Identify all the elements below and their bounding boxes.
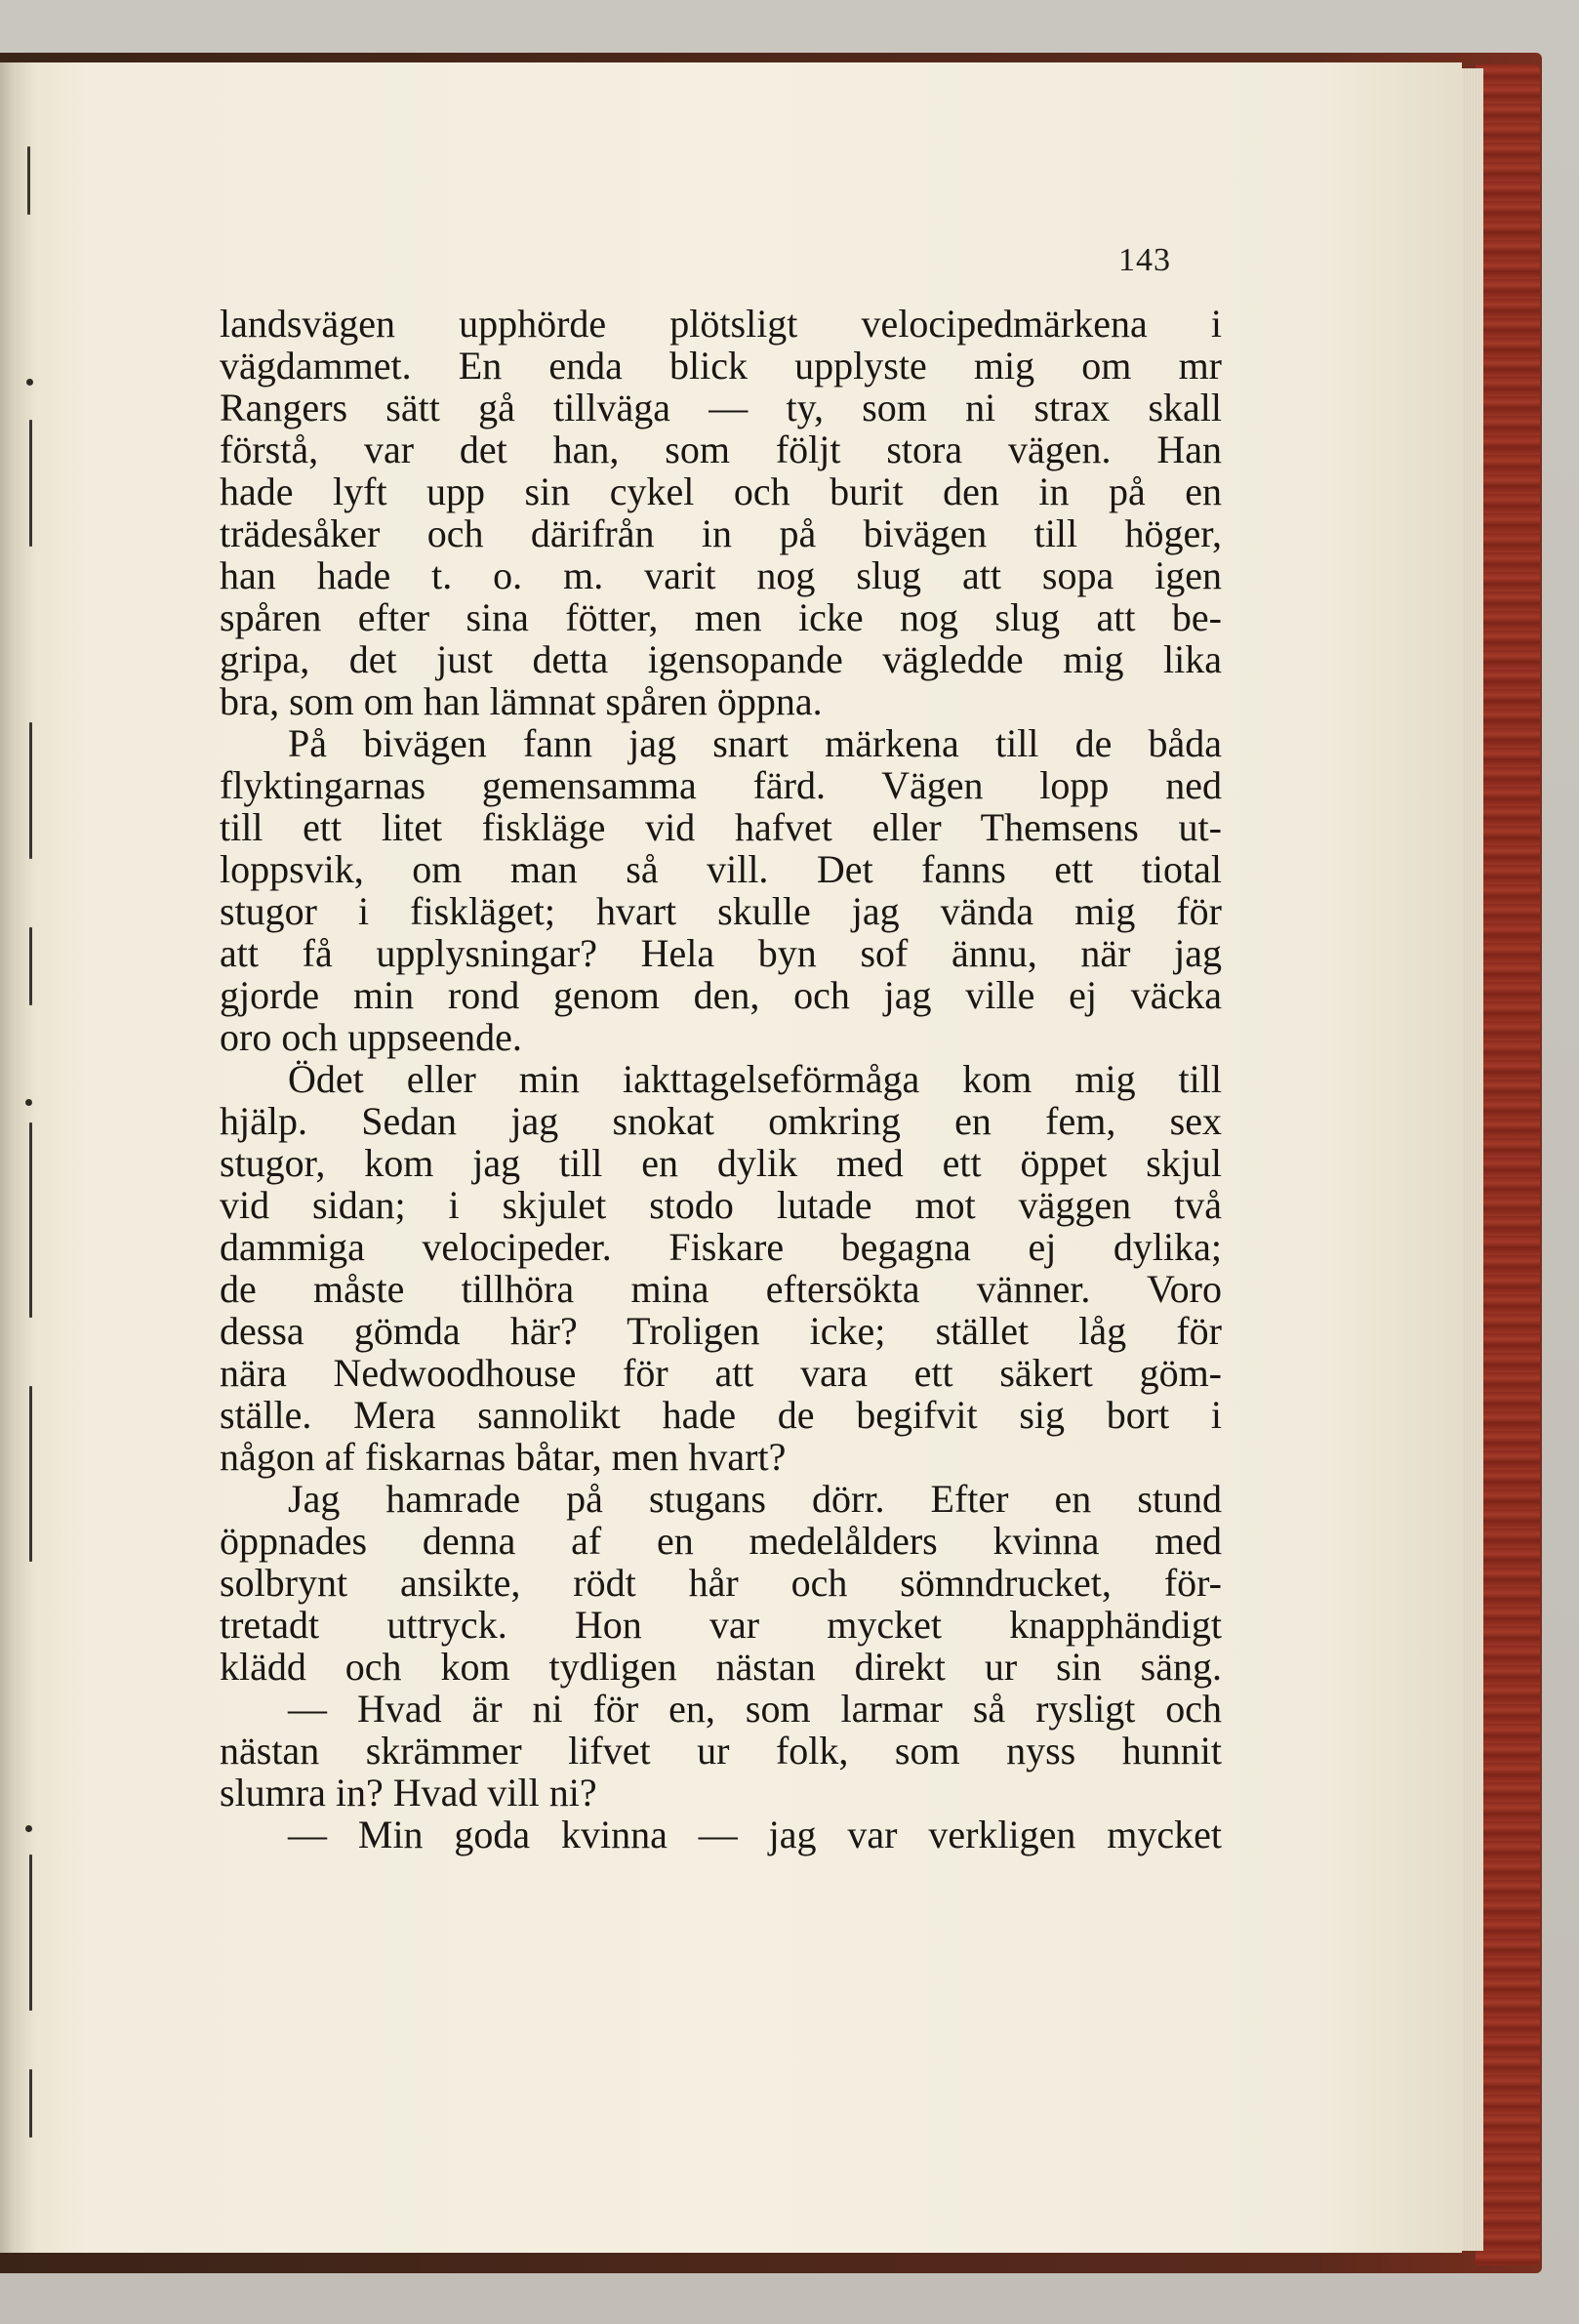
text-line: solbrynt ansikte, rödt hår och sömndrucket, för- bbox=[220, 1561, 1222, 1605]
gutter-mark bbox=[27, 146, 30, 215]
text-line: På bivägen fann jag snart märkena till de båda bbox=[288, 721, 1222, 765]
gutter-dot bbox=[26, 379, 33, 386]
gutter-dot bbox=[25, 1825, 32, 1832]
text-line: till ett litet fiskläge vid hafvet eller Themsens ut- bbox=[220, 805, 1222, 849]
text-line: slumra in? Hvad vill ni? bbox=[220, 1771, 597, 1814]
gutter-mark bbox=[29, 1386, 32, 1562]
text-line: klädd och kom tydligen nästan direkt ur sin säng. bbox=[220, 1645, 1222, 1689]
gutter-dot bbox=[25, 1099, 32, 1106]
gutter-mark bbox=[29, 722, 32, 859]
text-line: dessa gömda här? Troligen icke; stället låg för bbox=[220, 1309, 1222, 1353]
text-line: nära Nedwoodhouse för att vara ett säkert göm- bbox=[220, 1351, 1222, 1395]
text-line: att få upplysningar? Hela byn sof ännu, när jag bbox=[220, 931, 1222, 975]
text-line: han hade t. o. m. varit nog slug att sopa igen bbox=[220, 553, 1222, 597]
text-line: — Min goda kvinna — jag var verkligen mycket bbox=[288, 1813, 1222, 1856]
text-line: flyktingarnas gemensamma färd. Vägen lopp ned bbox=[220, 763, 1222, 807]
text-line: bra, som om han lämnat spåren öppna. bbox=[220, 679, 823, 723]
gutter-mark bbox=[29, 420, 32, 547]
gutter-mark bbox=[29, 1122, 32, 1318]
body-text bbox=[220, 303, 1222, 1855]
text-line: spåren efter sina fötter, men icke nog slug att be- bbox=[220, 595, 1222, 639]
text-line: ställe. Mera sannolikt hade de begifvit sig bort i bbox=[220, 1393, 1222, 1437]
text-line: dammiga velocipeder. Fiskare begagna ej dylika; bbox=[220, 1225, 1222, 1269]
gutter-mark bbox=[29, 2069, 32, 2138]
text-line: förstå, var det han, som följt stora vägen. Han bbox=[220, 428, 1222, 471]
gutter-mark bbox=[29, 927, 32, 1005]
text-line: gripa, det just detta igensopande vägledde mig lika bbox=[220, 637, 1222, 681]
text-line: någon af fiskarnas båtar, men hvart? bbox=[220, 1435, 787, 1479]
text-line: Jag hamrade på stugans dörr. Efter en stund bbox=[288, 1477, 1222, 1521]
text-line: öppnades denna af en medelålders kvinna med bbox=[220, 1519, 1222, 1563]
page-number: 143 bbox=[1118, 242, 1171, 278]
text-line: stugor, kom jag till en dylik med ett öppet skjul bbox=[220, 1141, 1222, 1185]
text-line: vid sidan; i skjulet stodo lutade mot väggen två bbox=[220, 1183, 1222, 1227]
text-line: tretadt uttryck. Hon var mycket knapphändigt bbox=[220, 1603, 1222, 1647]
book-cover-edge bbox=[1476, 64, 1540, 2265]
text-line: Rangers sätt gå tillväga — ty, som ni strax skall bbox=[220, 386, 1222, 429]
text-line: oro och uppseende. bbox=[220, 1015, 522, 1059]
text-line: hade lyft upp sin cykel och burit den in på en bbox=[220, 469, 1222, 513]
text-line: landsvägen upphörde plötsligt velocipedmärkena i bbox=[220, 302, 1222, 346]
text-line: trädesåker och därifrån in på bivägen till höger, bbox=[220, 511, 1222, 555]
text-line: Ödet eller min iakttagelseförmåga kom mig till bbox=[288, 1057, 1222, 1101]
text-line: loppsvik, om man så vill. Det fanns ett tiotal bbox=[220, 847, 1222, 891]
text-line: — Hvad är ni för en, som larmar så rysligt och bbox=[288, 1687, 1222, 1731]
text-line: hjälp. Sedan jag snokat omkring en fem, sex bbox=[220, 1099, 1222, 1143]
text-line: stugor i fiskläget; hvart skulle jag vända mig för bbox=[220, 889, 1222, 933]
text-line: de måste tillhöra mina eftersökta vänner. Voro bbox=[220, 1267, 1222, 1311]
text-line: vägdammet. En enda blick upplyste mig om mr bbox=[220, 344, 1222, 387]
text-line: gjorde min rond genom den, och jag ville ej väcka bbox=[220, 973, 1222, 1017]
gutter-mark bbox=[29, 1855, 32, 2011]
text-line: nästan skrämmer lifvet ur folk, som nyss hunnit bbox=[220, 1729, 1222, 1773]
